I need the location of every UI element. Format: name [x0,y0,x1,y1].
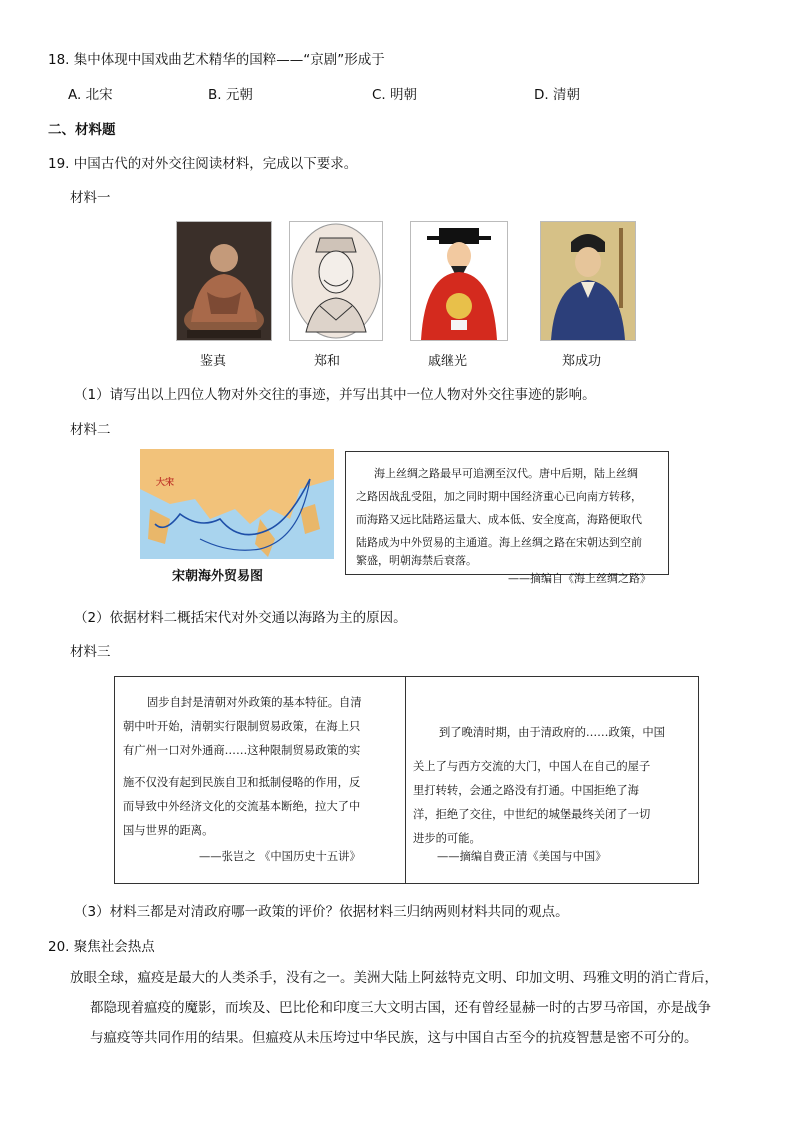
q18-stem: 18. 集中体现中国戏曲艺术精华的国粹——“京剧”形成于 [48,52,385,68]
q19-stem: 19. 中国古代的对外交往阅读材料，完成以下要求。 [48,156,358,172]
material2-source: ——摘编自《海上丝绸之路》 [508,572,651,585]
song-trade-map [140,449,334,569]
material2-line-5: 繁盛，明朝海禁后衰落。 [356,554,477,567]
caption-jianzhen: 鉴真 [200,354,227,369]
q18-option-a: A. 北宋 [68,87,113,103]
material3-label: 材料三 [70,644,111,660]
material3-table [114,676,699,884]
q18-option-b: B. 元朝 [208,87,253,103]
table-divider [405,677,406,883]
portrait-zhengchenggong [540,221,636,341]
q20-line-3: 与瘟疫等共同作用的结果。但瘟疫从未压垮过中华民族，这与中国自古至今的抗疫智慧是密不可分的。 [90,1030,698,1046]
material2-label: 材料二 [70,422,111,438]
m3-left-line-4: 施不仅没有起到民族自卫和抵制侵略的作用，反 [123,776,361,789]
material2-line-2: 之路因战乱受阻，加之同时期中国经济重心已向南方转移， [356,490,642,503]
m3-right-line-2: 关上了与西方交流的大门，中国人在自己的屋子 [413,760,651,773]
m3-right-line-3: 里打转转，会通之路没有打通。中国拒绝了海 [413,784,639,797]
portrait-jianzhen [176,221,272,341]
material2-line-3: 而海路又远比陆路运量大、成本低、安全度高，海路便取代 [356,513,642,526]
section-heading: 二、材料题 [48,122,116,138]
portrait-zhenghe [289,221,383,341]
m3-right-line-5: 进步的可能。 [413,832,481,845]
m3-right-source: ——摘编自费正清《美国与中国》 [437,850,607,863]
m3-right-line-4: 洋，拒绝了交往，中世纪的城堡最终关闭了一切 [413,808,651,821]
m3-left-line-5: 而导致中外经济文化的交流基本断绝，拉大了中 [123,800,361,813]
m3-left-line-3: 有广州一口对外通商……这种限制贸易政策的实 [123,744,361,757]
material2-line-4: 陆路成为中外贸易的主通道。海上丝绸之路在宋朝达到空前 [356,536,642,549]
q18-option-c: C. 明朝 [372,87,418,103]
material1-label: 材料一 [70,190,111,206]
q19-sub3: （3）材料三都是对清政府哪一政策的评价？依据材料三归纳两则材料共同的观点。 [74,904,569,920]
m3-left-line-2: 朝中叶开始，清朝实行限制贸易政策，在海上只 [123,720,361,733]
m3-left-source: ——张岂之 《中国历史十五讲》 [199,850,361,863]
q18-option-d: D. 清朝 [534,87,580,103]
q19-sub1: （1）请写出以上四位人物对外交往的事迹，并写出其中一位人物对外交往事迹的影响。 [74,387,596,403]
map-place-label: 大宋 [156,478,175,488]
m3-left-line-1: 固步自封是清朝对外政策的基本特征。自清 [147,696,362,709]
m3-right-line-1: 到了晚清时期，由于清政府的……政策，中国 [439,726,665,739]
q20-stem: 20. 聚焦社会热点 [48,939,155,955]
caption-zhengchenggong: 郑成功 [562,354,602,369]
material2-line-1: 海上丝绸之路最早可追溯至汉代。唐中后期，陆上丝绸 [374,467,638,480]
q20-line-2: 都隐现着瘟疫的魔影，而埃及、巴比伦和印度三大文明古国，还有曾经显赫一时的古罗马帝国，亦是战争 [90,1000,711,1016]
map-title: 宋朝海外贸易图 [172,569,264,584]
q19-sub2: （2）依据材料二概括宋代对外交通以海路为主的原因。 [74,610,407,626]
q20-line-1: 放眼全球，瘟疫是最大的人类杀手，没有之一。美洲大陆上阿兹特克文明、印加文明、玛雅文明的消亡背后， [70,970,718,986]
caption-qijiguang: 戚继光 [428,354,468,369]
material2-textbox [345,451,669,575]
caption-zhenghe: 郑和 [314,354,341,369]
portrait-qijiguang [410,221,508,341]
m3-left-line-6: 国与世界的距离。 [123,824,214,837]
